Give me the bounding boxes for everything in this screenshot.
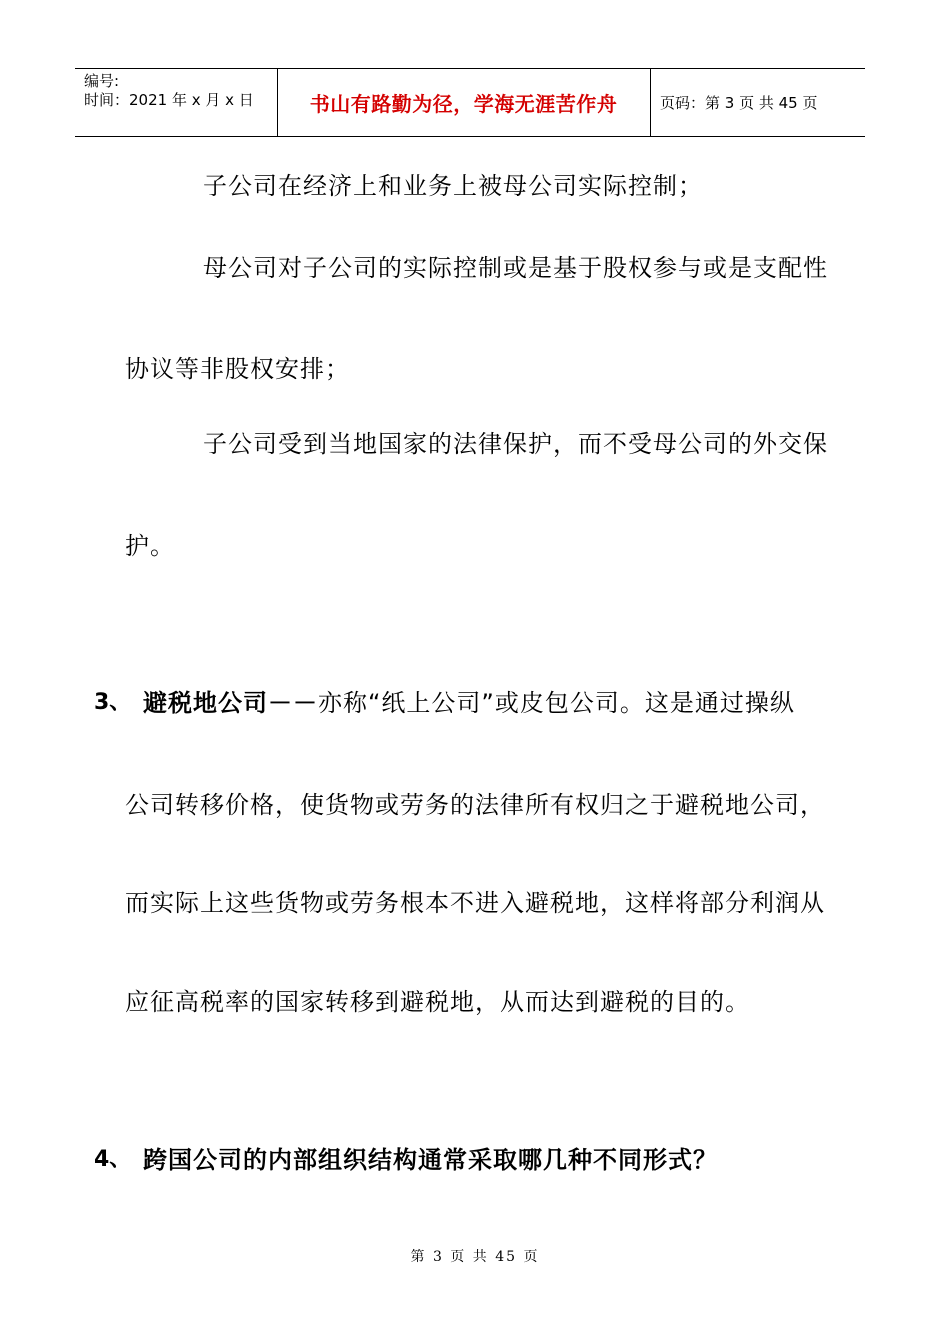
paragraph: 子公司受到当地国家的法律保护，而不受母公司的外交保	[203, 430, 828, 458]
item-line: 而实际上这些货物或劳务根本不进入避税地，这样将部分利润从	[125, 889, 825, 917]
page-header	[75, 68, 865, 137]
paragraph: 母公司对子公司的实际控制或是基于股权参与或是支配性	[203, 254, 828, 282]
item-number: 4、	[94, 1147, 132, 1172]
item-line: 公司转移价格，使货物或劳务的法律所有权归之于避税地公司，	[125, 791, 825, 819]
header-divider	[650, 69, 651, 136]
paragraph-continuation: 护。	[125, 532, 175, 560]
paragraph-continuation: 协议等非股权安排；	[125, 355, 350, 383]
document-date: 时间：2021 年 x 月 x 日	[84, 91, 254, 109]
item-line: 应征高税率的国家转移到避税地，从而达到避税的目的。	[125, 988, 750, 1016]
header-page-label: 页码：第 3 页 共 45 页	[660, 94, 818, 112]
header-page-info	[658, 69, 865, 136]
document-number-label: 编号:	[84, 72, 120, 90]
item-text: 亦称“纸上公司”或皮包公司。这是通过操纵	[318, 689, 795, 717]
header-meta	[75, 69, 277, 136]
item-term: 避税地公司－－	[143, 689, 318, 717]
page-footer: 第 3 页 共 45 页	[410, 1249, 540, 1265]
paragraph: 子公司在经济上和业务上被母公司实际控制；	[203, 172, 703, 200]
header-motto: 书山有路勤为径，学海无涯苦作舟	[309, 92, 618, 116]
item-question: 跨国公司的内部组织结构通常采取哪几种不同形式？	[143, 1146, 718, 1174]
item-number: 3、	[94, 690, 132, 715]
item-line	[143, 689, 795, 717]
